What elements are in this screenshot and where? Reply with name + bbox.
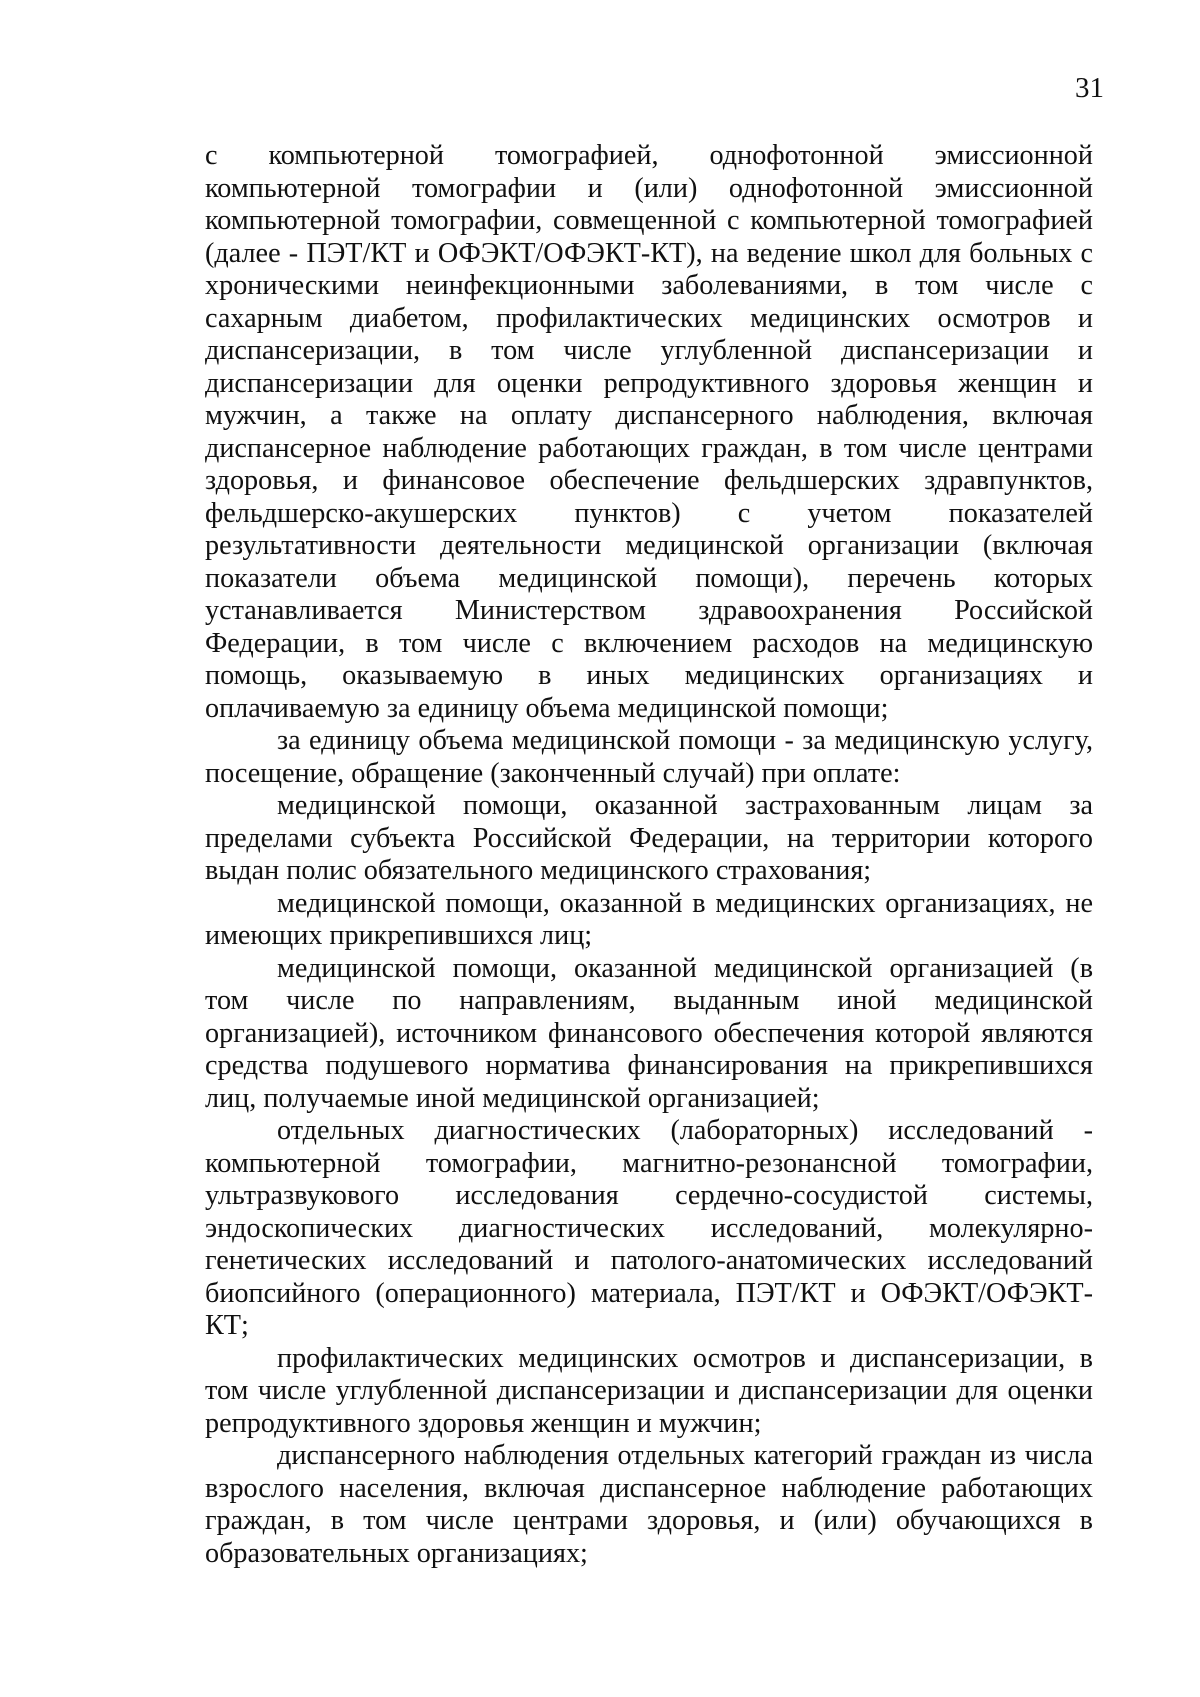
paragraph-list-item: медицинской помощи, оказанной в медицинских организациях, не имеющих прикрепившихся лиц; — [205, 887, 1093, 951]
page-number: 31 — [1075, 72, 1104, 104]
paragraph-unit-of-volume: за единицу объема медицинской помощи - за медицинскую услугу, посещение, обращение (законченный случай) при оплате: — [205, 725, 1093, 789]
paragraph-list-item: медицинской помощи, оказанной медицинской организацией (в том числе по направлениям, выданным иной медицинской организацией), источником финансового обеспечения которой являются средства подушевого норматива финансирования на прикрепившихся лиц, получаемые иной медицинской организацией; — [205, 952, 1093, 1114]
document-body — [205, 140, 1093, 1570]
paragraph-list-item: медицинской помощи, оказанной застрахованным лицам за пределами субъекта Российской Федерации, на территории которого выдан полис обязательного медицинского страхования; — [205, 790, 1093, 886]
paragraph-list-item: профилактических медицинских осмотров и диспансеризации, в том числе углубленной диспансеризации и диспансеризации для оценки репродуктивного здоровья женщин и мужчин; — [205, 1342, 1093, 1439]
paragraph-list-item: диспансерного наблюдения отдельных категорий граждан из числа взрослого населения, включая диспансерное наблюдение работающих граждан, в том числе центрами здоровья, и (или) обучающихся в образовательных организациях; — [205, 1440, 1093, 1569]
paragraph-list-item: отдельных диагностических (лабораторных) исследований - компьютерной томографии, магнитно-резонансной томографии, ультразвукового исследования сердечно-сосудистой системы, эндоскопических диагностических исследований, молекулярно-генетических исследований и патолого-анатомических исследований биопсийного (операционного) материала, ПЭТ/КТ и ОФЭКТ/ОФЭКТ-КТ; — [205, 1115, 1093, 1341]
paragraph-continuation: с компьютерной томографией, однофотонной эмиссионной компьютерной томографии и (или) однофотонной эмиссионной компьютерной томографии, совмещенной с компьютерной томографией (далее - ПЭТ/КТ и ОФЭКТ/ОФЭКТ-КТ), на ведение школ для больных с хроническими неинфекционными заболеваниями, в том числе с сахарным диабетом, профилактических медицинских осмотров и диспансеризации, в том числе углубленной диспансеризации и диспансеризации для оценки репродуктивного здоровья женщин и мужчин, а также на оплату диспансерного наблюдения, включая диспансерное наблюдение работающих граждан, в том числе центрами здоровья, и финансовое обеспечение фельдшерских здравпунктов, фельдшерско-акушерских пунктов) с учетом показателей результативности деятельности медицинской организации (включая показатели объема медицинской помощи), перечень которых устанавливается Министерством здравоохранения Российской Федерации, в том числе с включением расходов на медицинскую помощь, оказываемую в иных медицинских организациях и оплачиваемую за единицу объема медицинской помощи; — [205, 140, 1093, 724]
